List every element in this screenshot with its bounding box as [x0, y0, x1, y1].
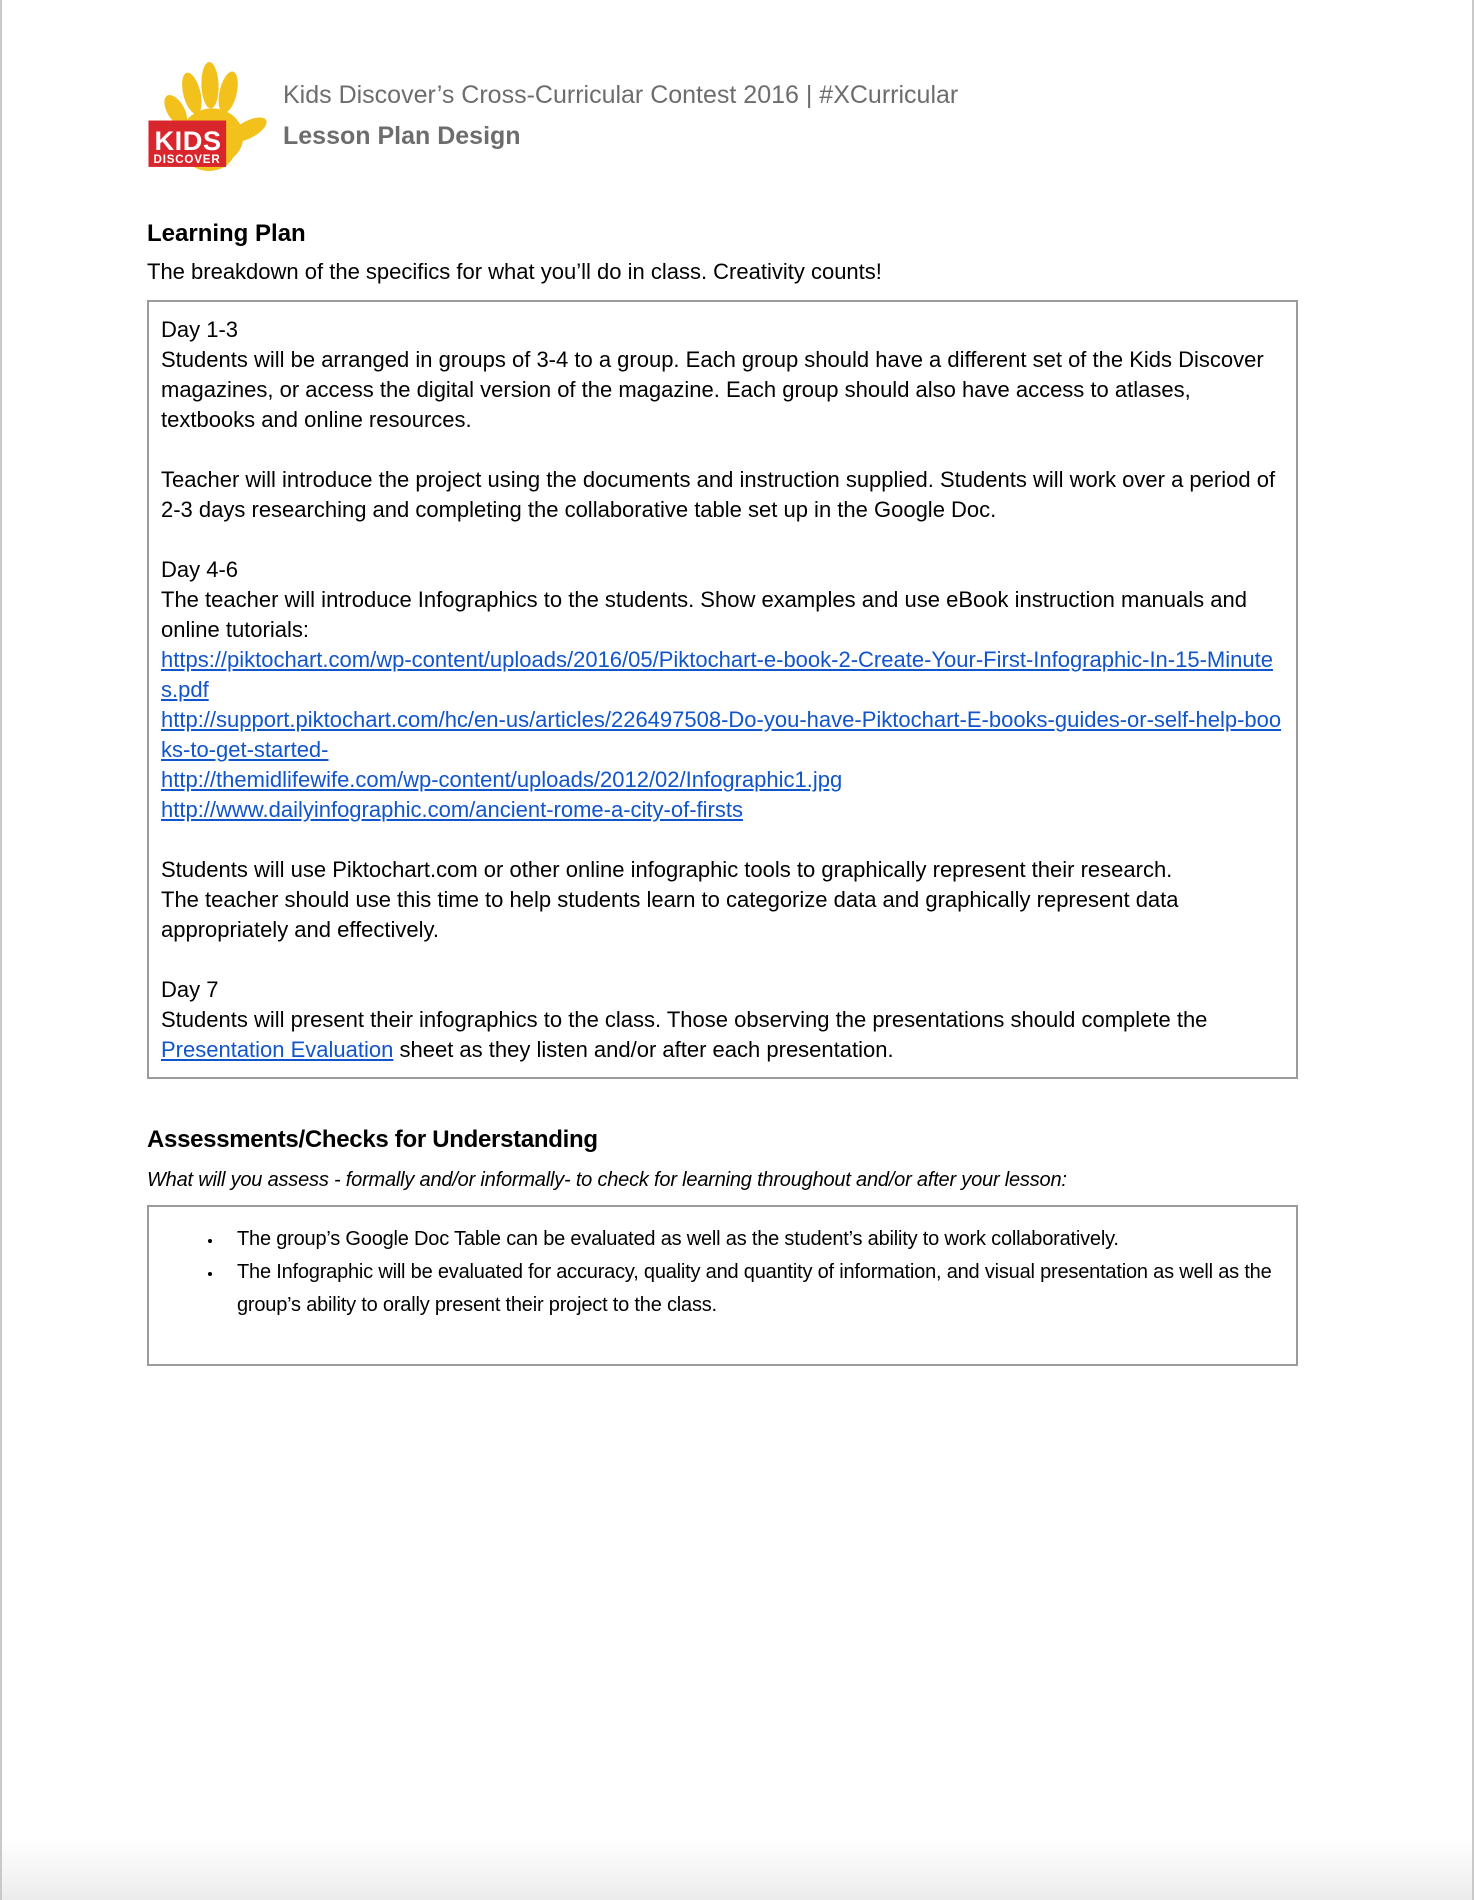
piktochart-support-link[interactable]: http://support.piktochart.com/hc/en-us/articles/226497508-Do-you-have-Piktochart-E-books-guides-or-self-help-books-to-get-started-: [161, 707, 1282, 762]
kids-discover-logo: [147, 60, 271, 176]
assessment-bullet: • The group’s Google Doc Table can be evaluated as well as the student’s ability to work collaboratively.: [223, 1223, 1282, 1256]
page-bottom-fade: [2, 1838, 1472, 1900]
midlifewife-infographic-link[interactable]: http://themidlifewife.com/wp-content/uploads/2012/02/Infographic1.jpg: [161, 767, 843, 792]
document-header: [147, 0, 1472, 176]
assessments-heading: Assessments/Checks for Understanding: [147, 1126, 598, 1153]
logo-kids-text: KIDS: [154, 124, 222, 156]
presentation-evaluation-link[interactable]: Presentation Evaluation: [161, 1037, 394, 1062]
day-7-text-before: Students will present their infographics to the class. Those observing the presentations should complete the: [161, 1007, 1208, 1032]
learning-plan-box: [147, 300, 1298, 1079]
logo-discover-text: DISCOVER: [153, 152, 221, 166]
assessments-box: [147, 1205, 1298, 1366]
kids-discover-hand-icon: [147, 60, 271, 176]
blank-line: [161, 825, 1282, 855]
assessments-bullet-list: [161, 1223, 1282, 1322]
day-1-3-label: Day 1-3: [161, 317, 239, 342]
tools-paragraph-2: The teacher should use this time to help students learn to categorize data and graphically represent data appropriately and effectively.: [161, 887, 1179, 942]
piktochart-ebook-link[interactable]: https://piktochart.com/wp-content/uploads/2016/05/Piktochart-e-book-2-Create-Your-First-Infographic-In-15-Minutes.pdf: [161, 647, 1273, 702]
document-title: Lesson Plan Design: [283, 122, 521, 150]
day-7-text-after: sheet as they listen and/or after each presentation.: [393, 1037, 894, 1062]
day-1-3-paragraph: Students will be arranged in groups of 3-4 to a group. Each group should have a different set of the Kids Discover magazines, or access the digital version of the magazine. Each group should also have access to atlases, textbooks and online resources.: [161, 347, 1264, 432]
dailyinfographic-link[interactable]: http://www.dailyinfographic.com/ancient-rome-a-city-of-firsts: [161, 797, 743, 822]
learning-plan-heading: Learning Plan: [147, 220, 306, 247]
assessment-bullet: • The Infographic will be evaluated for accuracy, quality and quantity of information, and visual presentation as well as the group’s ability to orally present their project to the class.: [223, 1256, 1282, 1322]
day-4-6-paragraph: The teacher will introduce Infographics to the students. Show examples and use eBook instruction manuals and online tutorials:: [161, 587, 1247, 642]
assessments-subtitle: What will you assess - formally and/or informally- to check for learning throughout and/or after your lesson:: [147, 1169, 1067, 1191]
contest-title: Kids Discover’s Cross-Curricular Contest 2016 | #XCurricular: [283, 81, 959, 109]
blank-line: [161, 435, 1282, 465]
day-7-label: Day 7: [161, 977, 219, 1002]
learning-plan-subtitle: The breakdown of the specifics for what you’ll do in class. Creativity counts!: [147, 259, 882, 284]
header-titles: [283, 60, 958, 176]
blank-line: [161, 525, 1282, 555]
day-4-6-label: Day 4-6: [161, 557, 239, 582]
teacher-intro-paragraph: Teacher will introduce the project using the documents and instruction supplied. Students will work over a period of 2-3 days researching and completing the collaborative table set up in the Google Doc.: [161, 467, 1276, 522]
day-7-paragraph: [161, 1005, 1282, 1065]
tools-paragraph-1: Students will use Piktochart.com or other online infographic tools to graphically represent their research.: [161, 857, 1173, 882]
blank-line: [161, 945, 1282, 975]
